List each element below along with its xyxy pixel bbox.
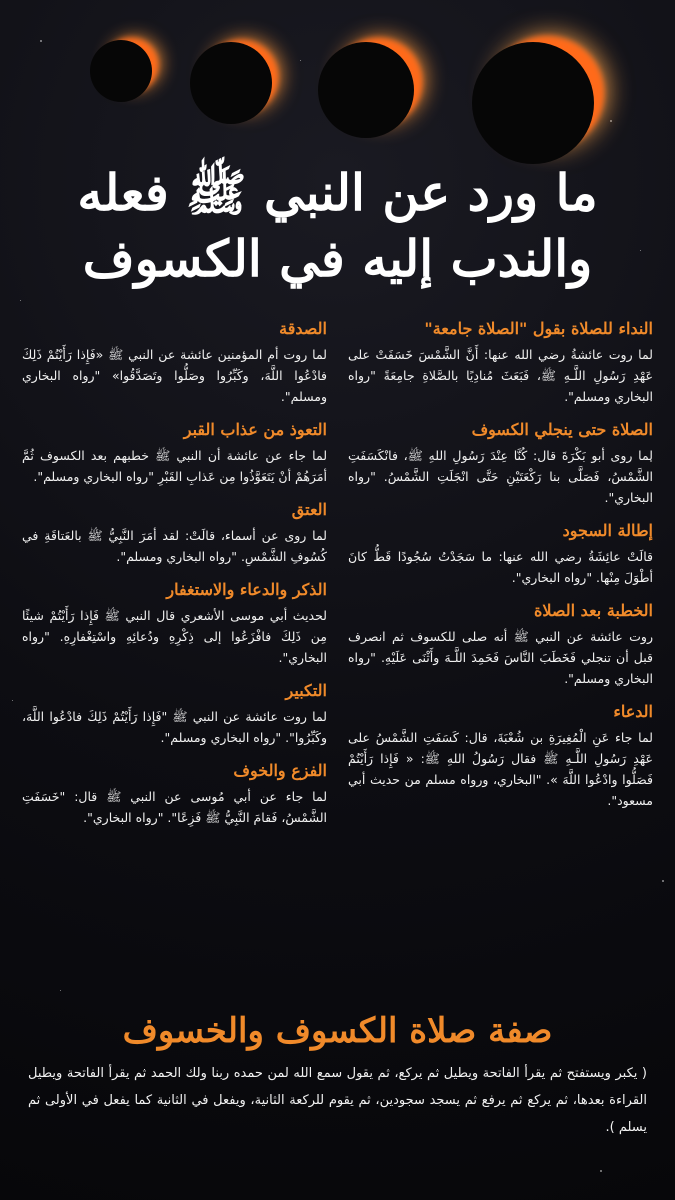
section-text: لحديث أبي موسى الأشعري قال النبي ﷺ فَإِذا رَأَيْتُمْ شيئًا مِن ذَلِكَ فافْزَعُوا إلى ذِكْرِهِ ودُعائِهِ واسْتِغْفارِهِ. "رواه البخاري". [22,608,327,665]
section-takbir [22,680,327,748]
section-text: لما روت عائشة عن النبي ﷺ "فَإِذا رَأَيْتُمْ ذَلِكَ فادْعُوا اللَّهَ، وكَبِّرُوا". "رواه البخاري ومسلم". [22,709,327,745]
section-heading: التعوذ من عذاب القبر [183,420,327,439]
section-charity [22,318,327,407]
section-pray-until-clear [348,419,653,508]
section-sermon [348,600,653,689]
eclipse-phase-1 [90,40,152,102]
section-freeing-slaves [22,499,327,567]
section-heading: التكبير [285,681,327,700]
title-line-2: والندب إليه في الكسوف [82,229,593,288]
section-heading: الصدقة [279,319,327,338]
section-grave-refuge [22,419,327,487]
section-heading: الخطبة بعد الصلاة [533,601,653,620]
section-supplication [348,701,653,811]
section-heading: النداء للصلاة بقول "الصلاة جامعة" [424,319,653,338]
eclipse-phase-4 [472,42,594,164]
page-title [30,160,645,292]
section-heading: الذكر والدعاء والاستغفار [166,580,327,599]
prayer-description-text: ( يكبر ويستفتح ثم يقرأ الفاتحة ويطيل ثم يركع، ثم يقول سمع الله لمن حمده ربنا ولك الحمد ثم يقرأ الفاتحة ويطيل القراءة بعدها، ثم يركع ثم يرفع ثم يسجد سجودين، ثم يقوم للركعة الثانية، ويفعل في الثانية كما يفعل في الأولى ثم يسلم ). [28,1066,647,1135]
section-text: روت عائشة عن النبي ﷺ أنه صلى للكسوف ثم انصرف قبل أن تنجلي فَخَطَبَ النَّاسَ فَحَمِدَ اللَّـهَ وأَثْنَى عَلَيْهِ. "رواه البخاري ومسلم". [348,629,653,686]
section-call-to-prayer [348,318,653,407]
section-text: لما جاء عن أبي مُوسى عن النبي ﷺ قال: "خَسَفَتِ الشَّمْسُ، فَقامَ النَّبِيُّ ﷺ فَزِعًا". "رواه البخاري". [22,789,327,825]
section-heading: الفزع والخوف [233,761,327,780]
eclipse-phase-2 [190,42,272,124]
title-line-1: ما ورد عن النبي ﷺ فعله [77,163,598,222]
eclipse-phases [0,0,675,150]
section-long-prostration [348,520,653,588]
section-text: لما روى أبو بَكْرَةَ قال: كُنَّا عِنْدَ رَسُولِ اللهِ ﷺ، فانْكَسَفَتِ الشَّمْسُ، فَصَلَّى بنا رَكْعَتَيْنِ حَتَّى انْجَلَتِ الشَّمْسُ. "رواه البخاري". [348,448,653,505]
eclipse-phase-3 [318,42,414,138]
right-column [348,318,653,823]
section-heading: الصلاة حتى ينجلي الكسوف [471,420,653,439]
section-text: لما روت أم المؤمنين عائشة عن النبي ﷺ «فَإِذا رَأَيْتُمْ ذَلِكَ فادْعُوا اللَّهَ، وكَبِّرُوا وصَلُّوا وتَصَدَّقُوا» "رواه البخاري ومسلم". [22,347,327,404]
section-heading: الدعاء [613,702,653,721]
section-text: لما جاء عَنِ الْمُغِيرَةِ بن شُعْبَةَ، قال: كَسَفَتِ الشَّمْسُ على عَهْدِ رَسُولِ اللَّـهِ ﷺ فقال رَسُولُ اللهِ ﷺ: « فَإِذا رَأَيْتُمْ فَصَلُّوا وادْعُوا اللَّهَ ». "البخاري، ورواه مسلم من حديث أبي مسعود". [348,730,653,808]
prayer-description-title: صفة صلاة الكسوف والخسوف [122,1011,553,1051]
section-heading: إطالة السجود [562,521,653,540]
section-text: قالَتْ عائِشَةُ رضي الله عنها: ما سَجَدْتُ سُجُودًا قَطُّ كانَ أطْوَلَ مِنْها. "رواه البخاري". [348,549,653,585]
section-remembrance [22,579,327,668]
section-text: لما روى عن أسماء، قالَتْ: لقد أمَرَ النَّبِيُّ ﷺ بالعَتاقَةِ في كُسُوفِ الشَّمْسِ. "رواه البخاري ومسلم". [22,528,327,564]
section-text: لما روت عائشةُ رضي الله عنها: أَنَّ الشَّمْسَ خَسَفَتْ على عَهْدِ رَسُولِ اللَّـهِ ﷺ، فَبَعَثَ مُنادِيًا بالصَّلاةِ جامِعَةً "رواه البخاري ومسلم". [348,347,653,404]
section-fear [22,760,327,828]
left-column [22,318,327,840]
section-text: لما جاء عن عائشة أن النبي ﷺ خطبهم بعد الكسوف ثُمَّ أمَرَهُمْ أنْ يَتَعَوَّذُوا مِن عَذابِ القَبْرِ "رواه البخاري ومسلم". [22,448,327,484]
section-heading: العتق [291,500,327,519]
